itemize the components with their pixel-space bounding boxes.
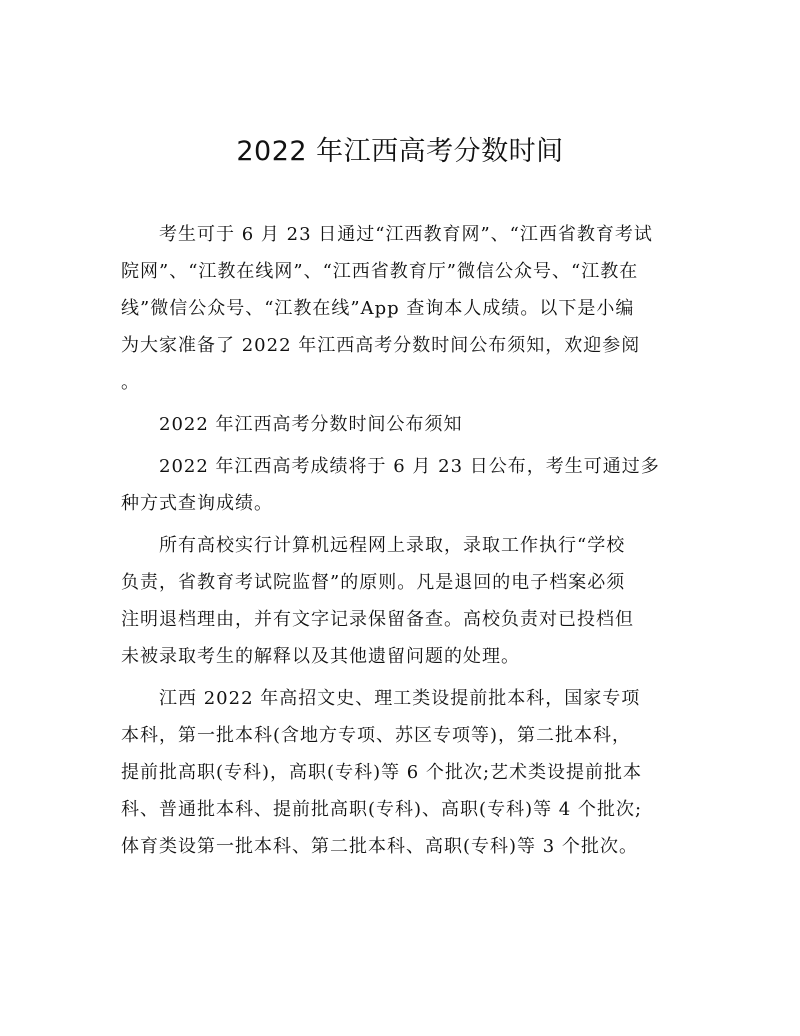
text-line: 体育类设第一批本科、第二批本科、高职(专科)等 3 个批次。 [121,836,638,857]
text-line: 2022 年江西高考分数时间公布须知 [121,414,463,435]
text-line: 种方式查询成绩。 [121,493,273,514]
text-line: 所有高校实行计算机远程网上录取，录取工作执行“学校 [121,535,626,556]
paragraph-announcement [121,448,681,522]
text-line: 为大家准备了 2022 年江西高考分数时间公布须知，欢迎参阅 [121,335,641,356]
text-line: 科、普通批本科、提前批高职(专科)、高职(专科)等 4 个批次; [121,799,643,820]
text-line: 本科，第一批本科(含地方专项、苏区专项等)，第二批本科， [121,725,632,746]
paragraph-intro [121,216,681,401]
text-line: 负责，省教育考试院监督”的原则。凡是退回的电子档案必须 [121,572,626,593]
text-line: 2022 年江西高考成绩将于 6 月 23 日公布，考生可通过多 [121,456,660,477]
text-line: 线”微信公众号、“江教在线”App 查询本人成绩。以下是小编 [121,298,635,319]
text-line: 江西 2022 年高招文史、理工类设提前批本科，国家专项 [121,688,641,709]
text-line: 提前批高职(专科)，高职(专科)等 6 个批次;艺术类设提前批本 [121,762,643,783]
paragraph-subheading [121,406,681,443]
paragraph-batches [121,680,681,865]
text-line: 考生可于 6 月 23 日通过“江西教育网”、“江西省教育考试 [121,224,653,245]
text-line: 注明退档理由，并有文字记录保留备查。高校负责对已投档但 [121,609,634,630]
document-body [121,216,681,865]
text-line: 院网”、“江教在线网”、“江西省教育厅”微信公众号、“江教在 [121,261,639,282]
text-line: 未被录取考生的解释以及其他遗留问题的处理。 [121,646,520,667]
document-title: 2022 年江西高考分数时间 [236,136,564,167]
paragraph-admission-rules [121,527,681,675]
text-line: 。 [121,372,140,393]
